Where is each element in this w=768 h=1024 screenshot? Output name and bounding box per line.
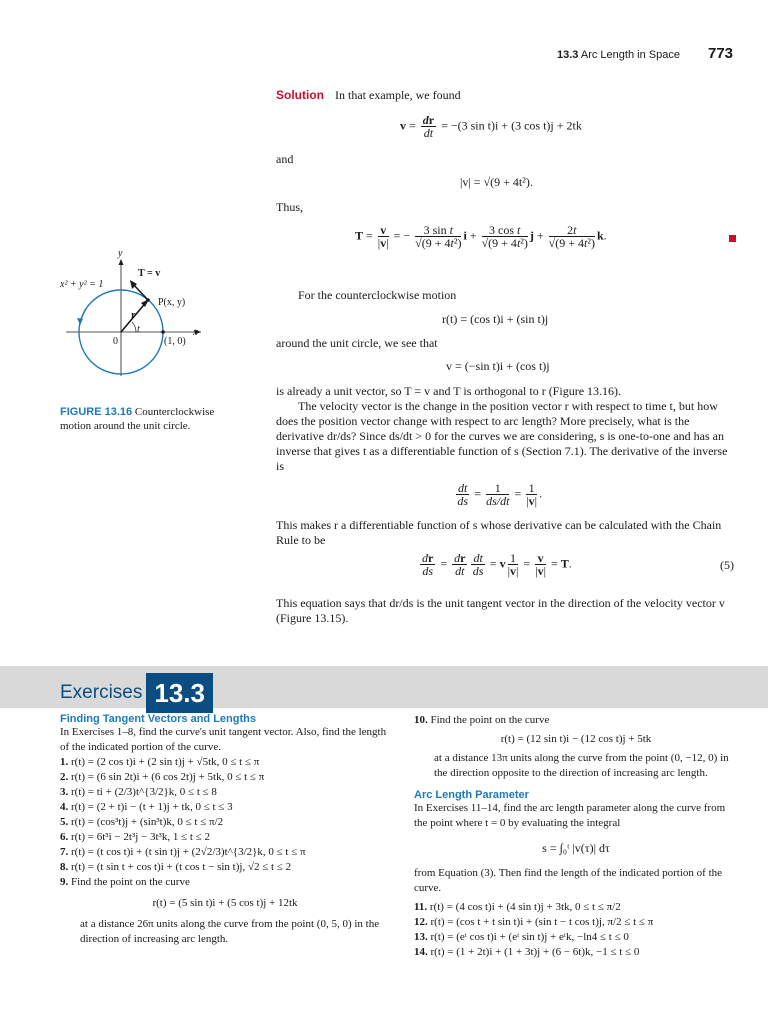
exercises-left-column [60, 713, 390, 947]
exercise-number: 2. [60, 771, 69, 783]
paragraph-conclusion: This equation says that dr/ds is the unit tangent vector in the direction of the velocity vector v (Figure 13.15). [276, 596, 725, 625]
exercise-number: 8. [60, 861, 69, 873]
point-one-zero [161, 330, 165, 334]
exercise-number: 14. [414, 946, 428, 958]
circle-equation-label: x² + y² = 1 [60, 279, 104, 290]
equation-speed: |v| = √(9 + 4t²). [460, 175, 533, 189]
exercise-number: 13. [414, 931, 428, 943]
solution-text: In that example, we found [335, 88, 461, 102]
exercise-item [60, 770, 390, 785]
exercise-text: r(t) = 6t³i − 2t³j − 3t³k, 1 ≤ t ≤ 2 [68, 831, 210, 843]
equation-5: $\frac{dr}{ds}$ = $\frac{dr}{dt}$ $\frac{dt}{ds}$ = v $\frac{1}{|v|}$ = $\frac{v}{|v|}$ = T. [422, 551, 572, 578]
page-number: 773 [708, 45, 734, 62]
exercise-9: 9. Find the point on the curve [60, 876, 190, 888]
exercise-item [414, 915, 738, 930]
exercise-number: 12. [414, 916, 428, 928]
ccw-text: For the counterclockwise motion [298, 288, 457, 302]
exercise-list-1-8 [60, 755, 390, 875]
right-section-after: from Equation (3). Then find the length of the indicated portion of the curve. [414, 867, 723, 894]
equation-unit-tangent: T = $\frac{v}{|v|}$ = − $\frac{\text{3 sin t}}{\text{√(9 + 4t²)}}$ i + $\frac{\text{3 cos t}}{\text{√(9 + 4t²)}}$ j + $\frac{2t}{\text{√(9 + 4t²)}}$ k. [355, 223, 607, 250]
point-p [146, 298, 150, 302]
thus-text: Thus, [276, 200, 303, 214]
arc-length-integral: s = ∫₀ᵗ |v(τ)| dτ [542, 841, 610, 855]
exercise-9-equation: r(t) = (5 sin t)i + (5 cos t)j + 12tk [152, 897, 298, 909]
exercise-text: r(t) = (t cos t)i + (t sin t)j + (2√2/3)t^{3/2}k, 0 ≤ t ≤ π [68, 846, 306, 858]
exercise-item [60, 845, 390, 860]
exercises-right-column [414, 713, 738, 960]
exercise-9-lead: Find the point on the curve [71, 876, 190, 888]
exercises-heading [60, 673, 213, 713]
running-header [557, 49, 680, 61]
exercise-text: r(t) = (cos t + t sin t)i + (sin t − t cos t)j, π/2 ≤ t ≤ π [427, 916, 654, 928]
exercise-number: 7. [60, 846, 69, 858]
exercise-text: r(t) = (2 cos t)i + (2 sin t)j + √5tk, 0 ≤ t ≤ π [68, 756, 260, 768]
solution-line [276, 88, 461, 103]
y-axis-arrow [119, 259, 124, 265]
y-axis-label: y [118, 248, 123, 259]
exercise-9-tail: at a distance 26π units along the curve from the point (0, 5, 0) in the direction of increasing arc length. [80, 918, 380, 945]
left-section-heading: Finding Tangent Vectors and Lengths [60, 713, 256, 725]
exercise-item [414, 900, 738, 915]
exercise-text: r(t) = (cos³t)j + (sin³t)k, 0 ≤ t ≤ π/2 [68, 816, 224, 828]
exercise-text: r(t) = ti + (2/3)t^{3/2}k, 0 ≤ t ≤ 8 [68, 786, 217, 798]
exercise-item [60, 785, 390, 800]
end-of-solution-marker [729, 235, 736, 242]
r-label: r [131, 310, 136, 321]
exercise-number: 11. [414, 901, 428, 913]
origin-label: 0 [113, 336, 118, 347]
equation-velocity-rhs: = −(3 sin t)i + (3 cos t)j + 2tk [441, 118, 582, 133]
exercise-number: 6. [60, 831, 69, 843]
equation-velocity: v = $\frac{dr}{dt}$ = −(3 sin t)i + (3 cos t)j + 2tk [400, 113, 582, 140]
section-title: Arc Length in Space [580, 49, 680, 61]
exercise-10-equation: r(t) = (12 sin t)i − (12 cos t)j + 5tk [500, 733, 652, 745]
equation-inverse-derivative: $\frac{dt}{ds}$ = $\frac{1}{ds/dt}$ = $\frac{1}{|v|}$ . [457, 481, 543, 508]
paragraph-unit-vector: is already a unit vector, so T = v and T is orthogonal to r (Figure 13.16). [276, 384, 622, 398]
figure-caption [60, 405, 245, 433]
exercise-text: r(t) = (2 + t)i − (t + 1)j + tk, 0 ≤ t ≤ 3 [68, 801, 233, 813]
exercises-title: Exercises [60, 682, 143, 703]
exercise-number: 1. [60, 756, 69, 768]
right-section-heading: Arc Length Parameter [414, 789, 529, 801]
exercise-item [414, 945, 738, 960]
exercise-item [60, 830, 390, 845]
exercise-text: r(t) = (4 cos t)i + (4 sin t)j + 3tk, 0 ≤ t ≤ π/2 [427, 901, 621, 913]
solution-label: Solution [276, 88, 324, 102]
ccw-arrow [77, 318, 83, 325]
figure-caption-text: Counterclockwise motion around the unit circle. [60, 406, 215, 432]
tangent-label: T = v [138, 268, 161, 279]
left-section-intro: In Exercises 1–8, find the curve's unit tangent vector. Also, find the length of the indicated portion of the curve. [60, 726, 387, 753]
exercise-10-tail: at a distance 13π units along the curve from the point (0, −12, 0) in the direction opposite to the direction of increasing arc length. [434, 752, 729, 779]
angle-arc [132, 322, 136, 332]
section-number: 13.3 [557, 49, 579, 61]
equation-number: (5) [720, 558, 734, 572]
exercise-text: r(t) = (6 sin 2t)i + (6 cos 2t)j + 5tk, 0 ≤ t ≤ π [68, 771, 265, 783]
x-axis-label: x [193, 327, 198, 338]
point-one-zero-label: (1, 0) [164, 336, 186, 347]
exercise-text: r(t) = (t sin t + cos t)i + (t cos t − sin t)j, √2 ≤ t ≤ 2 [68, 861, 292, 873]
exercise-number: 4. [60, 801, 69, 813]
exercise-text: r(t) = (1 + 2t)i + (1 + 3t)j + (6 − 6t)k, −1 ≤ t ≤ 0 [427, 946, 640, 958]
exercise-item [60, 860, 390, 875]
around-text: around the unit circle, we see that [276, 336, 438, 350]
exercise-10-lead: Find the point on the curve [430, 714, 550, 726]
equation-velocity-circle: v = (−sin t)i + (cos t)j [446, 359, 550, 373]
exercise-number: 3. [60, 786, 69, 798]
point-p-label: P(x, y) [158, 297, 186, 308]
exercise-item [414, 930, 738, 945]
exercise-number: 5. [60, 816, 69, 828]
exercise-text: r(t) = (eᵗ cos t)i + (eᵗ sin t)j + eᵗk, −ln4 ≤ t ≤ 0 [427, 931, 629, 943]
t-angle-label: t [137, 324, 140, 335]
exercises-number-badge: 13.3 [146, 673, 213, 713]
and-text: and [276, 152, 294, 166]
right-section-intro: In Exercises 11–14, find the arc length parameter along the curve from the point where t = 0 by evaluating the integral [414, 802, 726, 829]
paragraph-chain-rule: This makes r a differentiable function of s whose derivative can be calculated with the Chain Rule to be [276, 518, 722, 547]
exercise-list-11-14 [414, 900, 738, 960]
paragraph-arc-length: The velocity vector is the change in the position vector r with respect to time t, but how does the position vector change with respect to arc length? More precisely, what is the derivative dr/ds? Since ds/dt > 0 for the curves we are considering, s is one-to-one and has an inverse that gives t as a differentiable function of s (Section 7.1). The derivative of the inverse is [276, 399, 728, 473]
exercise-item [60, 755, 390, 770]
equation-position: r(t) = (cos t)i + (sin t)j [442, 312, 549, 326]
exercise-item [60, 815, 390, 830]
figure-label: FIGURE 13.16 [60, 406, 133, 418]
exercise-item [60, 800, 390, 815]
exercise-10: 10. Find the point on the curve [414, 714, 550, 726]
